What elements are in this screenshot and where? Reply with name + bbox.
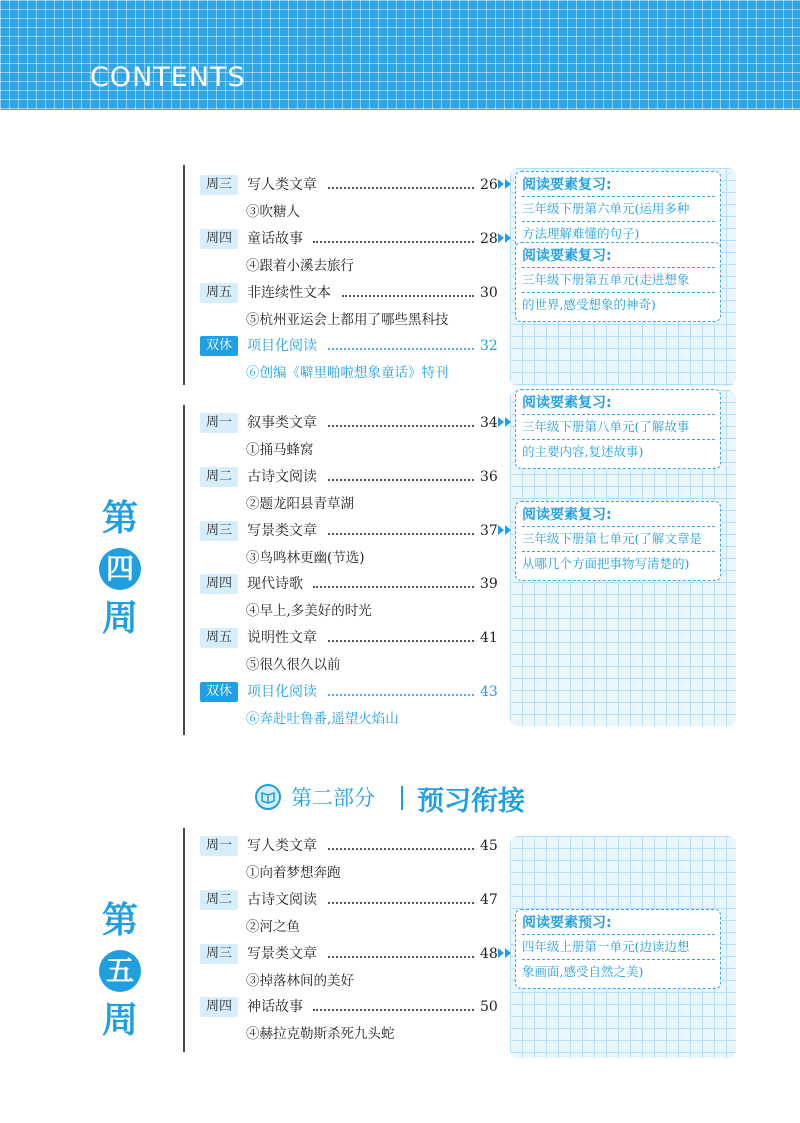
part2-label: 第二部分 bbox=[291, 786, 375, 810]
review-box-title: 阅读要素复习: bbox=[522, 392, 715, 415]
entry-subtitle: ⑥奔赴吐鲁番,遥望火焰山 bbox=[246, 711, 399, 727]
leader-dots bbox=[328, 348, 475, 350]
page-number: 41 bbox=[480, 630, 498, 647]
review-box-3 bbox=[515, 389, 721, 469]
leader-dots bbox=[328, 533, 475, 535]
entry-title: 古诗文阅读 bbox=[247, 468, 317, 485]
page-number: 36 bbox=[480, 468, 498, 485]
entry-subtitle: ⑤杭州亚运会上都用了哪些黑科技 bbox=[246, 311, 449, 328]
leader-dots bbox=[313, 241, 474, 243]
leader-dots bbox=[328, 187, 475, 189]
page-number: 48 bbox=[480, 945, 498, 962]
entry-title: 童话故事 bbox=[247, 230, 303, 247]
review-box-2 bbox=[515, 242, 721, 322]
entry-subtitle: ②河之鱼 bbox=[246, 918, 300, 935]
week5-label bbox=[97, 900, 143, 1042]
toc-entry[interactable] bbox=[200, 521, 520, 541]
entry-title: 写人类文章 bbox=[247, 177, 317, 193]
toc-entry[interactable] bbox=[200, 944, 520, 964]
entry-title: 现代诗歌 bbox=[247, 576, 303, 593]
toc-entry[interactable] bbox=[200, 413, 520, 433]
week4-label bbox=[97, 498, 143, 640]
day-tag: 周四 bbox=[200, 574, 238, 594]
leader-dots bbox=[328, 956, 475, 958]
review-box-1 bbox=[515, 171, 721, 251]
entry-title: 项目化阅读 bbox=[247, 338, 317, 355]
day-tag: 周三 bbox=[200, 944, 238, 964]
page-number: 39 bbox=[480, 576, 498, 593]
double-arrow-icon bbox=[497, 415, 513, 429]
leader-dots bbox=[328, 902, 475, 904]
entry-subtitle: ②题龙阳县青草湖 bbox=[246, 495, 354, 512]
contents-title: CONTENTS bbox=[90, 62, 246, 93]
page-number: 32 bbox=[480, 338, 498, 355]
toc-entry[interactable] bbox=[200, 682, 520, 702]
entry-subtitle: ⑥创编《噼里啪啦想象童话》特刊 bbox=[246, 365, 449, 382]
week5-label-2: 五 bbox=[99, 950, 141, 992]
entry-subtitle: ①向着梦想奔跑 bbox=[246, 865, 341, 881]
week4-divider-bottom bbox=[183, 405, 185, 735]
day-tag: 周二 bbox=[200, 890, 238, 910]
day-tag: 双休 bbox=[200, 682, 238, 702]
day-tag: 周四 bbox=[200, 997, 238, 1017]
review-box-line: 方法理解难懂的句子) bbox=[522, 226, 640, 241]
leader-dots bbox=[313, 1009, 474, 1011]
day-tag: 双休 bbox=[200, 336, 238, 356]
week4-divider-top bbox=[183, 165, 185, 385]
page-number: 28 bbox=[480, 230, 498, 247]
day-tag: 周五 bbox=[200, 283, 238, 303]
part2-title: 预习衔接 bbox=[417, 786, 525, 817]
leader-dots bbox=[328, 848, 475, 850]
review-box-title: 阅读要素复习: bbox=[522, 245, 715, 268]
review-box-title: 阅读要素复习: bbox=[522, 174, 715, 197]
day-tag: 周四 bbox=[200, 229, 238, 249]
week5-label-1: 第 bbox=[101, 900, 138, 941]
toc-entry[interactable] bbox=[200, 283, 520, 303]
entry-subtitle: ③掉落林间的美好 bbox=[246, 972, 354, 989]
preview-box-title: 阅读要素预习: bbox=[522, 912, 715, 935]
header-banner bbox=[0, 0, 800, 110]
entry-title: 叙事类文章 bbox=[247, 415, 317, 431]
page-number: 34 bbox=[480, 415, 498, 431]
day-tag: 周三 bbox=[200, 521, 238, 541]
page-number: 50 bbox=[480, 999, 498, 1016]
entry-subtitle: ③鸟鸣林更幽(节选) bbox=[246, 549, 365, 566]
review-box-title: 阅读要素复习: bbox=[522, 504, 715, 527]
week4-label-3: 周 bbox=[101, 598, 138, 639]
page-number: 37 bbox=[480, 522, 498, 539]
page-number: 45 bbox=[480, 838, 498, 854]
entry-title: 写景类文章 bbox=[247, 522, 317, 539]
double-arrow-icon bbox=[497, 523, 513, 537]
entry-subtitle: ①捅马蜂窝 bbox=[246, 442, 314, 458]
book-icon bbox=[255, 784, 281, 810]
entry-title: 写景类文章 bbox=[247, 945, 317, 962]
day-tag: 周三 bbox=[200, 175, 238, 195]
double-arrow-icon bbox=[497, 177, 513, 191]
toc-entry[interactable] bbox=[200, 175, 520, 195]
week4-label-2: 四 bbox=[99, 548, 141, 590]
part2-heading bbox=[255, 780, 555, 816]
entry-subtitle: ④赫拉克勒斯杀死九头蛇 bbox=[246, 1026, 395, 1043]
page-number: 26 bbox=[480, 177, 498, 193]
day-tag: 周一 bbox=[200, 836, 238, 856]
preview-box-line: 四年级上册第一单元(边读边想 bbox=[522, 935, 715, 960]
entry-subtitle: ④跟着小溪去旅行 bbox=[246, 257, 354, 274]
review-box-4 bbox=[515, 501, 721, 581]
leader-dots bbox=[342, 295, 474, 297]
entry-title: 说明性文章 bbox=[247, 630, 317, 647]
day-tag: 周一 bbox=[200, 413, 238, 433]
preview-box-1 bbox=[515, 909, 721, 989]
page-number: 47 bbox=[480, 891, 498, 908]
entry-title: 写人类文章 bbox=[247, 838, 317, 854]
double-arrow-icon bbox=[497, 231, 513, 245]
toc-entry[interactable] bbox=[200, 628, 520, 648]
review-box-line: 的主要内容,复述故事) bbox=[522, 444, 644, 459]
page-number: 43 bbox=[480, 684, 498, 700]
review-box-line: 三年级下册第七单元(了解文章是 bbox=[522, 527, 715, 552]
day-tag: 周二 bbox=[200, 467, 238, 487]
entry-subtitle: ④早上,多美好的时光 bbox=[246, 603, 372, 620]
entry-title: 古诗文阅读 bbox=[247, 891, 317, 908]
week5-label-3: 周 bbox=[101, 1000, 138, 1041]
entry-subtitle: ⑤很久很久以前 bbox=[246, 657, 341, 674]
review-box-line: 三年级下册第五单元(走进想象 bbox=[522, 268, 715, 293]
leader-dots bbox=[328, 479, 475, 481]
week5-divider bbox=[183, 828, 185, 1052]
day-tag: 周五 bbox=[200, 628, 238, 648]
entry-title: 神话故事 bbox=[247, 999, 303, 1016]
page-number: 30 bbox=[480, 284, 498, 301]
leader-dots bbox=[328, 425, 475, 427]
part2-separator bbox=[401, 786, 403, 810]
review-box-line: 从哪几个方面把事物写清楚的) bbox=[522, 556, 690, 571]
toc-entry[interactable] bbox=[200, 836, 520, 856]
toc-entry[interactable] bbox=[200, 997, 520, 1017]
entry-subtitle: ③吹糖人 bbox=[246, 204, 300, 220]
double-arrow-icon bbox=[497, 946, 513, 960]
preview-box-line: 象画面,感受自然之美) bbox=[522, 964, 644, 979]
toc-entry[interactable] bbox=[200, 336, 520, 356]
week4-label-1: 第 bbox=[101, 498, 138, 539]
review-box-line: 三年级下册第八单元(了解故事 bbox=[522, 415, 715, 440]
toc-entry[interactable] bbox=[200, 467, 520, 487]
toc-entry[interactable] bbox=[200, 890, 520, 910]
toc-entry[interactable] bbox=[200, 574, 520, 594]
leader-dots bbox=[313, 586, 474, 588]
toc-entry[interactable] bbox=[200, 229, 520, 249]
entry-title: 非连续性文本 bbox=[247, 284, 331, 301]
entry-title: 项目化阅读 bbox=[247, 684, 317, 700]
review-box-line: 的世界,感受想象的神奇) bbox=[522, 297, 656, 312]
review-box-line: 三年级下册第六单元(运用多种 bbox=[522, 197, 715, 222]
leader-dots bbox=[328, 694, 475, 696]
leader-dots bbox=[328, 640, 475, 642]
